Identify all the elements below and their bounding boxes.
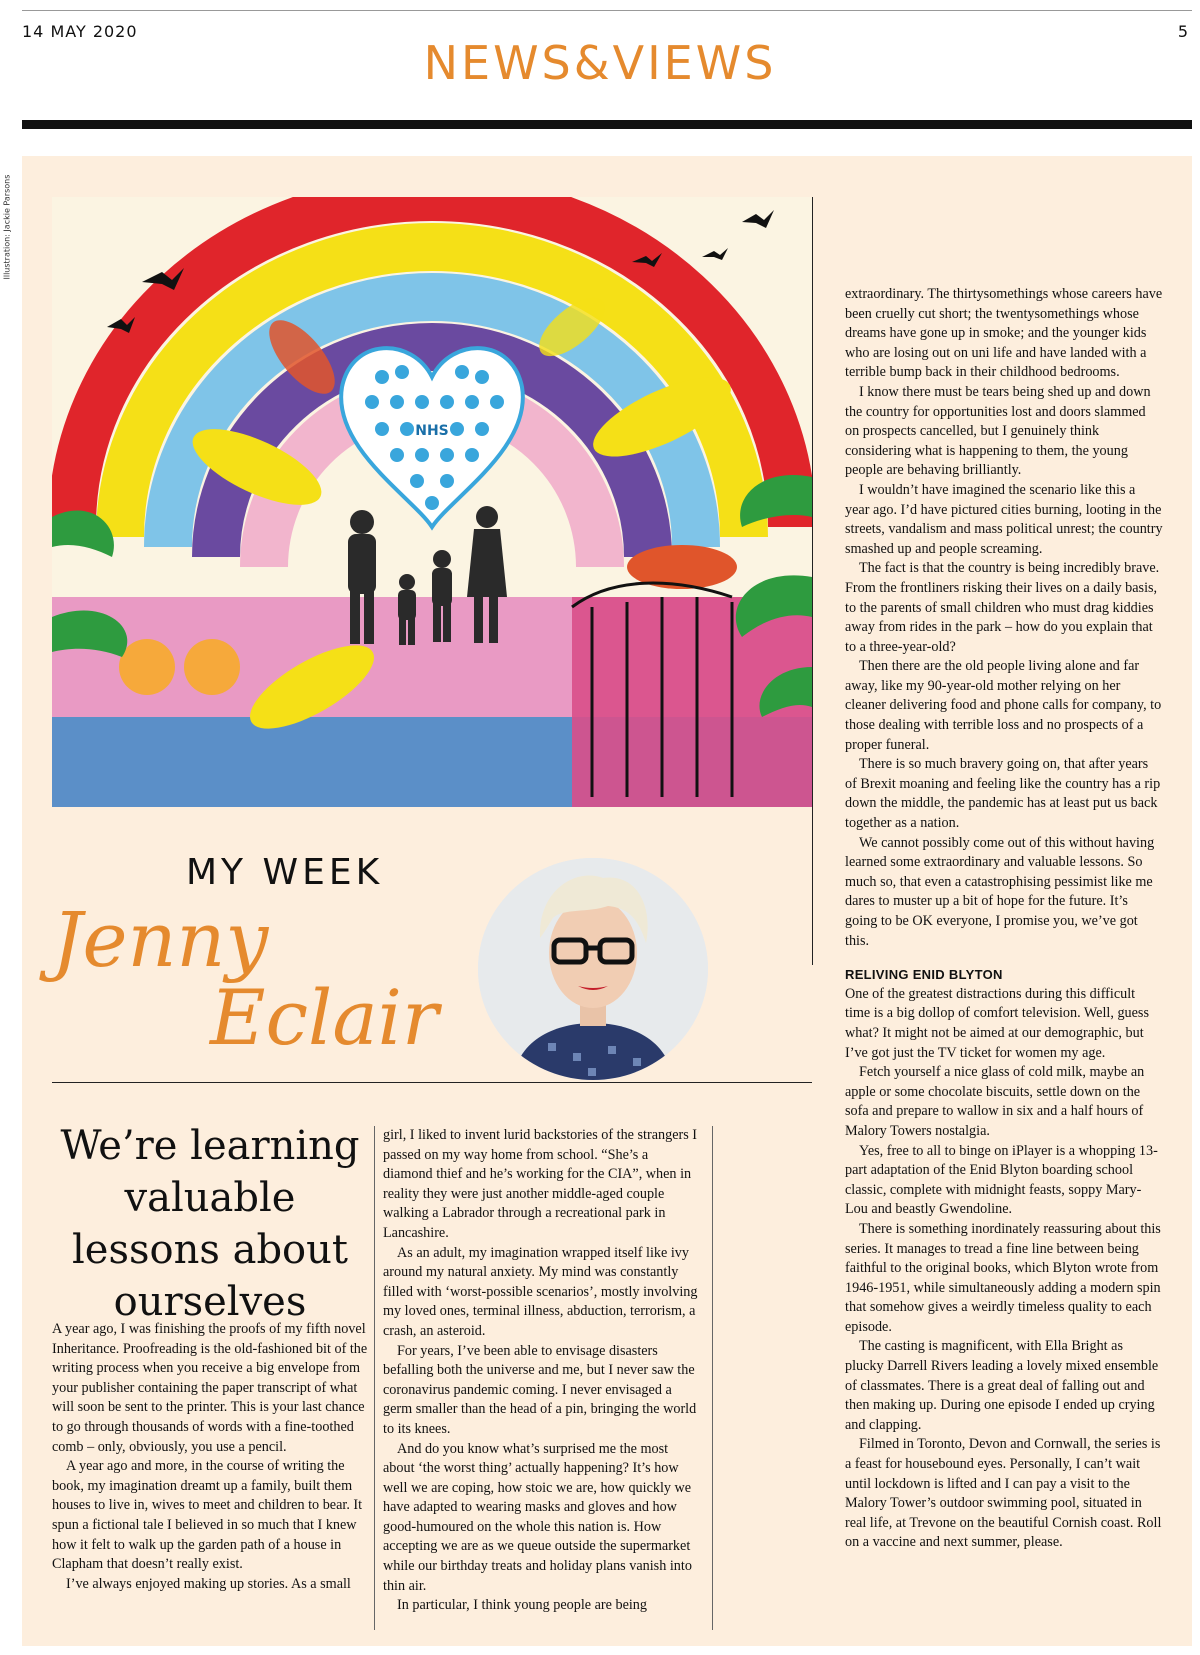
headline-divider [52, 1082, 812, 1083]
paragraph: In particular, I think young people are being [397, 1597, 647, 1614]
paragraph: I know there must be tears being shed up and down the country for opportunities lost and doors slammed on prospects cancelled, but I genuinely think considering what is happening to them, the young people are behaving brilliantly. [845, 383, 1151, 479]
paragraph: extraordinary. The thirtysomethings whose careers have been cruelly cut short; the twentysomethings whose dreams have gone up in smoke; and the younger kids who are losing out on uni life and have landed with a terrible bump back in their childhood bedrooms. [845, 286, 1163, 381]
rainbow-illustration [52, 197, 812, 807]
paragraph: Yes, free to all to binge on iPlayer is a whopping 13-part adaptation of the Enid Blyton boarding school classic, complete with midnight feasts, soppy Mary-Lou and beastly Gwendoline. [845, 1142, 1158, 1218]
paragraph: Fetch yourself a nice glass of cold milk, maybe an apple or some chocolate biscuits, settle down on the sofa and prepare to wallow in six and a half hours of Malory Towers nostalgia. [845, 1064, 1145, 1139]
nhs-heart-text: NHS [415, 423, 449, 439]
paragraph: One of the greatest distractions during this difficult time is a big dollop of comfort television. Well, guess what? It might not be aimed at our demographic, but I’ve got just the TV ticket for women my age. [845, 985, 1149, 1061]
section-subhead: RELIVING ENID BLYTON [845, 967, 1003, 983]
body-column-3 [845, 285, 1163, 1553]
paragraph: I wouldn’t have imagined the scenario like this a year ago. I’d have pictured cities burning, looting in the streets, vandalism and mass political unrest; the country smashed up and people screaming. [845, 481, 1163, 557]
paragraph: A year ago, I was finishing the proofs of my fifth novel Inheritance. Proofreading is the old-fashioned bit of the writing process when you receive a big envelope from your publisher containing the paper transcript of what will soon be sent to the printer. This is your last chance to go through thousands of words with a fine-toothed comb – only, obviously, you use a pencil. [52, 1321, 368, 1455]
author-last-name: Eclair [210, 973, 439, 1062]
paragraph: A year ago and more, in the course of writing the book, my imagination dreamt up a family, built them houses to live in, wives to meet and children to bear. It spun a fictional tale I believed in so much that I knew how it felt to walk up the garden path of a house in Clapham that doesn’t really exist. [52, 1458, 363, 1573]
article-headline: We’re learning valuable lessons about ourselves [60, 1123, 360, 1325]
issue-date: 14 MAY 2020 [22, 22, 138, 41]
illustration-credit: Illustration: Jackie Parsons [2, 174, 12, 280]
column-divider-1 [374, 1126, 375, 1630]
paragraph: As an adult, my imagination wrapped itself like ivy around my natural anxiety. My mind was constantly filled with ‘worst-possible scenarios’, mostly involving my loved ones, terminal illness, abduction, terrorism, a crash, an asteroid. [383, 1244, 698, 1339]
paragraph: There is so much bravery going on, that after years of Brexit moaning and feeling like the country has a rip down the middle, the pandemic has at least put us back together as a nation. [845, 756, 1161, 832]
paragraph: Then there are the old people living alone and far away, like my 90-year-old mother relying on her cleaner delivering food and phone calls for company, to those dealing with terrible loss and no prospects of a proper funeral. [845, 658, 1162, 753]
paragraph: We cannot possibly come out of this without having learned some extraordinary and valuable lessons. So much so, that even a catastrophising pessimist like me dares to muster up a bit of hope for the future. It’s going to be OK everyone, I promise you, we’ve got this. [845, 834, 1155, 949]
paragraph: girl, I liked to invent lurid backstories of the strangers I passed on my way home from school. “She’s a diamond thief and he’s working for the CIA”, when in reality they were just another middle-aged couple walking a Labrador through a recreational park in Lancashire. [383, 1127, 698, 1241]
paragraph: For years, I’ve been able to envisage disasters befalling both the universe and me, but I never saw the coronavirus pandemic coming. I never envisaged a germ smaller than the head of a pin, bringing the world to its knees. [383, 1342, 697, 1437]
paragraph: There is something inordinately reassuring about this series. It manages to tread a fine line between being faithful to the original books, which Blyton wrote from 1946-1951, while simultaneously adding a modern spin that somehow gives a weirdly timeless quality to each episode. [845, 1220, 1161, 1335]
top-rule [22, 10, 1192, 11]
column-divider-2 [712, 1126, 713, 1630]
page-number: 5 [1177, 22, 1188, 41]
section-masthead: NEWS&VIEWS [423, 36, 777, 90]
body-column-2 [383, 1126, 701, 1616]
paragraph: The fact is that the country is being incredibly brave. From the frontliners risking their lives on a daily basis, to the parents of small children who must drag kiddies away from rides in the park – how do you explain that to a three-year-old? [845, 560, 1160, 655]
author-portrait [478, 858, 708, 1080]
paragraph: And do you know what’s surprised me the most about ‘the worst thing’ actually happening? It’s how well we are coping, how stoic we are, how quickly we have adapted to wearing masks and gloves and how good-humoured on the whole this nation is. How accepting we are as we queue outside the supermarket while our birthday treats and holiday plans vanish into thin air. [383, 1440, 692, 1594]
author-first-name: Jenny [52, 895, 269, 984]
paragraph: I’ve always enjoyed making up stories. As a small [66, 1575, 351, 1592]
paragraph: Filmed in Toronto, Devon and Cornwall, the series is a feast for housebound eyes. Personally, I can’t wait until lockdown is lifted and I can pay a visit to the Malory Tower’s outdoor swimming pool, situated in real life, at Trevone on the beautiful Cornish coast. Roll on a vaccine and next summer, please. [845, 1436, 1162, 1551]
column-label: MY WEEK [186, 852, 384, 893]
column-divider-top [812, 197, 813, 965]
body-column-1 [52, 1320, 370, 1594]
masthead-rule [22, 120, 1192, 129]
paragraph: The casting is magnificent, with Ella Bright as plucky Darrell Rivers leading a lovely mixed ensemble of classmates. There is a great deal of falling out and then making up. During one episode I ended up crying and clapping. [845, 1338, 1159, 1433]
